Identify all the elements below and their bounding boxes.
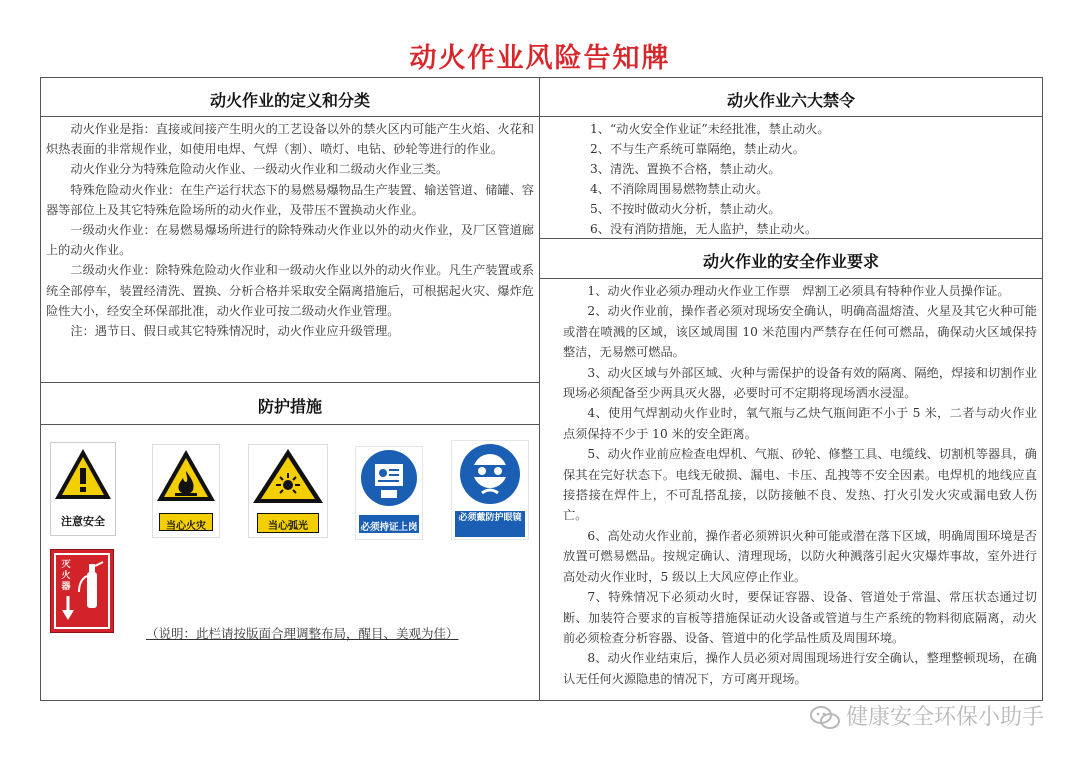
sign-caption-bar [359, 515, 419, 533]
sign-caption: 当心弧光 [268, 521, 308, 532]
definition-paragraph: 注：遇节日、假日或其它特殊情况时，动火作业应升级管理。 [70, 324, 400, 339]
row-divider [40, 382, 540, 383]
column-divider [539, 77, 540, 701]
caution-warning-icon [50, 442, 116, 536]
definition-paragraph: 动火作业分为特殊危险动火作业、一级动火作业和二级动火作业三类。 [70, 162, 449, 177]
arc-light-warning-icon [248, 444, 328, 538]
sign-caption: 灭火器 [61, 560, 71, 592]
list-item: 1、“动火安全作业证”未经批准，禁止动火。 [590, 122, 830, 136]
list-item: 8、动火作业结束后，操作人员必须对周围现场进行安全确认，整理整顿现场，在确认无任何火源隐患的情况下，方可离开现场。 [563, 651, 1037, 686]
prohibitions-heading: 动火作业六大禁令 [726, 91, 855, 110]
watermark [810, 700, 1044, 731]
list-item: 1、动火作业必须办理动火作业工作票 焊割工必须具有特种作业人员操作证。 [587, 284, 1010, 298]
row-divider [40, 424, 540, 425]
list-item: 4、使用气焊割动火作业时，氧气瓶与乙炔气瓶间距不小于 5 米，二者与动火作业点须保持不少于 10 米的安全距离。 [563, 406, 1037, 441]
definition-paragraph: 一级动火作业：在易燃易爆场所进行的除特殊动火作业以外的动火作业，及厂区管道廊上的动火作业。 [46, 223, 534, 258]
list-item: 2、不与生产系统可靠隔绝，禁止动火。 [590, 142, 805, 156]
layout-note: （说明：此栏请按版面合理调整布局，醒目、美观为佳） [146, 626, 459, 641]
list-item: 6、高处动火作业前，操作者必须辨识火种可能或潜在落下区域，明确周围环境是否放置可燃易燃品。按规定确认、清理现场，以防火种溅落引起火灾爆炸事故，室外进行高处动火作业时，5 级以上大风应停止作业。 [563, 528, 1037, 584]
row-divider [539, 278, 1043, 279]
sign-caption: 必须戴防护眼镜 [458, 513, 522, 523]
list-item: 7、特殊情况下必须动火时，要保证容器、设备、管道处于常温、常压状态通过切断、加装符合要求的盲板等措施保证动火设备或管道与生产系统的物料彻底隔离，动火前必须检查分析容器、设备、管道中的化学品性质及周围环境。 [563, 590, 1037, 645]
sign-caption: 注意安全 [61, 515, 105, 528]
requirements-heading: 动火作业的安全作业要求 [702, 252, 879, 271]
list-item: 5、不按时做动火分析，禁止动火。 [590, 202, 781, 216]
row-divider [40, 116, 1043, 117]
definition-paragraph: 二级动火作业：除特殊危险动火作业和一级动火作业以外的动火作业。凡生产装置或系统全部停车，装置经清洗、置换、分析合格并采取安全隔离措施后，可根据起火灾、爆炸危险性大小，经安全环保部批准，动火作业可按二级动火作业管理。 [46, 263, 534, 318]
list-item: 2、动火作业前，操作者必须对现场安全确认，明确高温熔渣、火星及其它火种可能或潜在喷溅的区域，该区域周围 10 米范围内严禁存在任何可燃品，确保动火区域保持整洁，无易燃可燃品。 [563, 304, 1037, 360]
protection-heading: 防护措施 [257, 397, 322, 416]
list-item: 5、动火作业前应检查电焊机、气瓶、砂轮、修整工具、电缆线、切割机等器具，确保其在完好状态下。电线无破损、漏电、卡压、乱拽等不安全因素。电焊机的地线应直接搭接在焊件上，不可乱搭乱接，以防接触不良、发热、打火引发火灾或漏电致人伤亡。 [563, 447, 1037, 523]
definition-paragraph: 特殊危险动火作业：在生产运行状态下的易燃易爆物品生产装置、输送管道、储罐、容器等部位上及其它特殊危险场所的动火作业，及带压不置换动火作业。 [46, 182, 534, 217]
list-item: 3、动火区域与外部区域、火种与需保护的设备有效的隔离、隔绝，焊接和切割作业现场必须配备至少两具灭火器，必要时可不定期将现场洒水浸湿。 [563, 365, 1037, 401]
definition-heading: 动火作业的定义和分类 [209, 91, 370, 110]
sign-caption: 必须持证上岗 [360, 522, 418, 533]
license-required-icon [355, 446, 423, 540]
page-title: 动火作业风险告知牌 [409, 43, 671, 74]
sign-caption-bar [257, 513, 319, 533]
fire-extinguisher-icon [50, 549, 114, 633]
definition-paragraph: 动火作业是指：直接或间接产生明火的工艺设备以外的禁火区内可能产生火焰、火花和炽热表面的非常规作业，如使用电焊、气焊（割）、喷灯、电钻、砂轮等进行的作业。 [46, 122, 534, 157]
definition-text [46, 119, 534, 341]
sign-caption: 当心火灾 [166, 521, 206, 532]
fire-warning-icon [152, 444, 220, 538]
watermark-text: 健康安全环保小助手 [845, 705, 1044, 730]
requirements-list [563, 281, 1037, 689]
sign-caption-bar [159, 513, 213, 531]
prohibitions-list [590, 119, 1030, 239]
list-item: 3、清洗、置换不合格，禁止动火。 [590, 162, 781, 176]
list-item: 6、没有消防措施，无人监护，禁止动火。 [590, 222, 818, 236]
wechat-icon [810, 705, 840, 731]
list-item: 4、不消除周围易燃物禁止动火。 [590, 182, 769, 196]
goggles-required-icon [451, 440, 529, 540]
sign-caption-bar [455, 511, 525, 537]
